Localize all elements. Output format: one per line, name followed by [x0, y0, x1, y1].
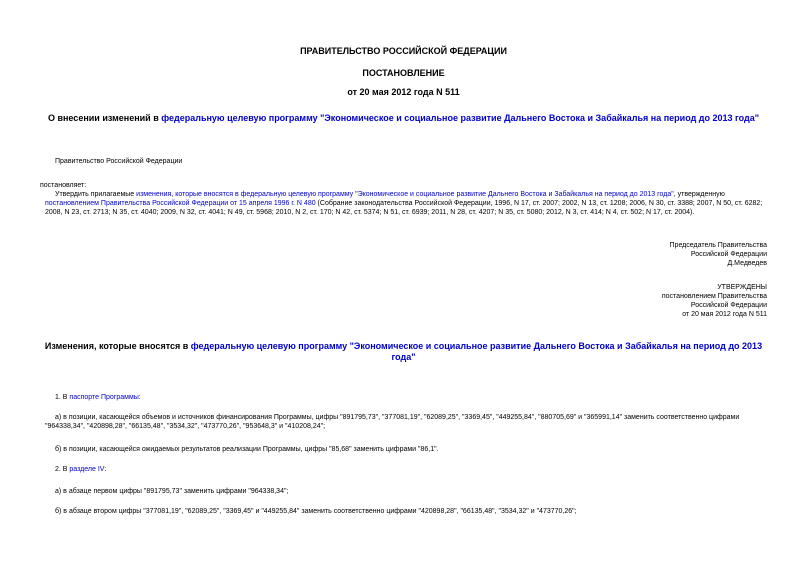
approved-line-1: УТВЕРЖДЕНЫ	[717, 284, 767, 291]
item-1b: б) в позиции, касающейся ожидаемых результатов реализации Программы, цифры "85,68" заменить цифрами "86,1".	[55, 446, 439, 453]
signature-line-2: Российской Федерации	[690, 251, 767, 259]
approved-line-3: Российской Федерации	[690, 302, 767, 310]
signature-block	[670, 241, 767, 268]
changes-program-link[interactable]: федеральную целевую программу "Экономическое и социальное развитие Дальнего Востока и Забайкалья на период до 2013 года"	[190, 341, 763, 363]
item-2-prefix: 2. В	[55, 466, 70, 473]
changes-link[interactable]: изменения, которые вносятся в федеральную целевую программу "Экономическое и социальное развитие Дальнего Востока и Забайкалья на период до 2013 года"	[136, 191, 674, 198]
decides-line: постановляет:	[40, 182, 87, 189]
signature-line-1: Председатель Правительства	[669, 242, 767, 249]
item-2b: б) в абзаце втором цифры "377081,19", "62089,25", "3369,45" и "449255,84" заменить соответственно цифрами "420898,28", "66135,48", "3534,32" и "473770,26";	[55, 508, 577, 515]
heading-prefix: О внесении изменений в	[47, 113, 162, 123]
government-line: Правительство Российской Федерации	[55, 158, 183, 165]
changes-heading-prefix: Изменения, которые вносятся в	[44, 341, 191, 351]
item-1-prefix: 1. В	[55, 394, 70, 401]
resolution-1996-link[interactable]: постановлением Правительства Российской Федерации от 15 апреля 1996 г. N 480	[45, 200, 316, 208]
resolution-text-end: (Собрание законодательства Российской Федерации, 1996, N 17, ст. 2007; 2002, N 13, ст. 1208; 2006, N 30, ст. 3388; 2007, N 50, ст. 6282; 2008, N 23, ст. 2713; N 35, ст. 4040; 2009, N 32, ст. 4041; N 49, ст. 5968; 2010, N 2, ст. 170; N 42, ст. 5374; N 51, ст. 6939; 2011, N 28, ст. 4207; N 35, ст. 5080; 2012, N 3, ст. 414; N 4, ст. 502; N 17, ст. 2004).	[45, 200, 763, 217]
section-iv-link[interactable]: разделе IV	[69, 466, 105, 473]
document-heading	[40, 113, 767, 125]
document-type: ПОСТАНОВЛЕНИЕ	[362, 68, 445, 78]
item-1a: а) в позиции, касающейся объемов и источников финансирования Программы, цифры "891795,73", "377081,19", "62089,25", "3369,45", "449255,84", "880705,69" и "365991,14" заменить соответственно цифрами "964338,34", "420898,28", "66135,48", "3534,32", "473770,26", "953648,3" и "410208,24";	[45, 414, 740, 431]
signature-line-3: Д.Медведев	[727, 260, 767, 268]
approved-block	[662, 283, 767, 319]
resolution-text-start: Утвердить прилагаемые	[55, 191, 137, 198]
item-2	[55, 465, 765, 474]
approved-line-2: постановлением Правительства	[661, 293, 767, 301]
item-1-suffix: :	[138, 394, 141, 401]
item-2a: а) в абзаце первом цифры "891795,73" заменить цифрами "964338,34";	[55, 488, 289, 495]
government-title: ПРАВИТЕЛЬСТВО РОССИЙСКОЙ ФЕДЕРАЦИИ	[300, 46, 507, 56]
passport-link[interactable]: паспорте Программы	[69, 394, 139, 401]
heading-program-link[interactable]: федеральную целевую программу "Экономическое и социальное развитие Дальнего Востока и Забайкалья на период до 2013 года"	[161, 113, 760, 123]
resolution-paragraph	[45, 190, 767, 217]
item-2-suffix: :	[104, 466, 107, 473]
document-date-number: от 20 мая 2012 года N 511	[347, 87, 460, 97]
resolution-text-mid: , утвержденную	[673, 191, 725, 198]
item-1	[55, 393, 765, 402]
changes-heading	[40, 341, 767, 364]
approved-line-4: от 20 мая 2012 года N 511	[682, 311, 767, 319]
